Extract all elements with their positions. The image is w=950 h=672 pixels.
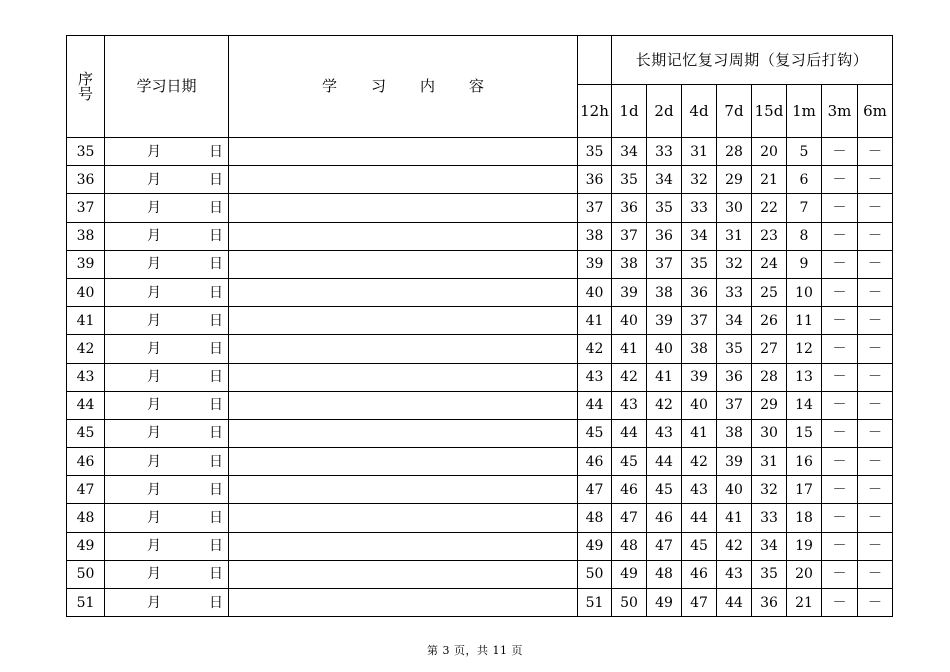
review-cell-7d[interactable]: 44 xyxy=(717,589,752,617)
review-cell-2d[interactable]: 41 xyxy=(647,363,682,391)
review-cell-1m[interactable]: 20 xyxy=(787,560,822,588)
unit-header-4d: 4d xyxy=(682,85,717,138)
day-label: 日 xyxy=(209,369,223,386)
review-cell-15d[interactable]: 33 xyxy=(752,504,787,532)
review-cell-1m[interactable]: 11 xyxy=(787,307,822,335)
review-cell-15d[interactable]: 28 xyxy=(752,363,787,391)
review-cell-1d[interactable]: 38 xyxy=(612,250,647,278)
review-cell-3m[interactable]: － xyxy=(822,504,858,532)
review-cell-3m[interactable]: － xyxy=(822,532,858,560)
day-label: 日 xyxy=(209,312,223,329)
date-header: 学习日期 xyxy=(105,36,229,138)
review-cell-6m[interactable]: － xyxy=(858,419,893,447)
content-header-label: 学习内容 xyxy=(321,77,518,95)
date-cell[interactable] xyxy=(105,589,229,617)
review-cell-1m[interactable]: 6 xyxy=(787,166,822,194)
content-cell[interactable] xyxy=(229,222,578,250)
seq-cell: 45 xyxy=(67,419,105,447)
month-label: 月 xyxy=(147,369,161,386)
review-cell-3m[interactable]: － xyxy=(822,278,858,306)
review-cell-1m[interactable]: 21 xyxy=(787,589,822,617)
review-cell-15d[interactable]: 21 xyxy=(752,166,787,194)
review-cell-12h[interactable]: 37 xyxy=(578,194,612,222)
review-cell-15d[interactable]: 23 xyxy=(752,222,787,250)
period-header: 长期记忆复习周期（复习后打钩） xyxy=(612,36,893,85)
review-cell-4d[interactable]: 38 xyxy=(682,335,717,363)
review-cell-6m[interactable]: － xyxy=(858,504,893,532)
date-cell[interactable] xyxy=(105,307,229,335)
content-cell[interactable] xyxy=(229,335,578,363)
unit-header-1m: 1m xyxy=(787,85,822,138)
review-cell-6m[interactable]: － xyxy=(858,166,893,194)
review-cell-1d[interactable]: 41 xyxy=(612,335,647,363)
seq-cell: 41 xyxy=(67,307,105,335)
month-label: 月 xyxy=(147,143,161,160)
review-cell-1d[interactable]: 39 xyxy=(612,278,647,306)
table-row xyxy=(67,589,893,617)
review-cell-12h[interactable]: 41 xyxy=(578,307,612,335)
day-label: 日 xyxy=(209,566,223,583)
seq-cell: 49 xyxy=(67,532,105,560)
review-cell-12h[interactable]: 50 xyxy=(578,560,612,588)
content-cell[interactable] xyxy=(229,476,578,504)
review-cell-1d[interactable]: 37 xyxy=(612,222,647,250)
review-cell-15d[interactable]: 34 xyxy=(752,532,787,560)
review-cell-4d[interactable]: 36 xyxy=(682,278,717,306)
review-cell-1d[interactable]: 34 xyxy=(612,138,647,166)
review-cell-12h[interactable]: 42 xyxy=(578,335,612,363)
seq-cell: 40 xyxy=(67,278,105,306)
review-cell-1d[interactable]: 46 xyxy=(612,476,647,504)
review-cell-7d[interactable]: 39 xyxy=(717,448,752,476)
review-cell-3m[interactable]: － xyxy=(822,250,858,278)
review-cell-4d[interactable]: 43 xyxy=(682,476,717,504)
review-cell-4d[interactable]: 37 xyxy=(682,307,717,335)
review-cell-4d[interactable]: 42 xyxy=(682,448,717,476)
review-cell-1d[interactable]: 49 xyxy=(612,560,647,588)
review-cell-3m[interactable]: － xyxy=(822,363,858,391)
review-cell-6m[interactable]: － xyxy=(858,307,893,335)
review-cell-15d[interactable]: 36 xyxy=(752,589,787,617)
review-cell-2d[interactable]: 46 xyxy=(647,504,682,532)
content-cell[interactable] xyxy=(229,532,578,560)
month-label: 月 xyxy=(147,538,161,555)
date-cell[interactable] xyxy=(105,504,229,532)
content-header xyxy=(229,36,578,138)
review-cell-4d[interactable]: 45 xyxy=(682,532,717,560)
review-cell-3m[interactable]: － xyxy=(822,222,858,250)
date-cell[interactable] xyxy=(105,222,229,250)
month-label: 月 xyxy=(147,284,161,301)
review-cell-15d[interactable]: 27 xyxy=(752,335,787,363)
review-cell-1d[interactable]: 44 xyxy=(612,419,647,447)
review-cell-4d[interactable]: 35 xyxy=(682,250,717,278)
review-cell-6m[interactable]: － xyxy=(858,448,893,476)
review-schedule-table xyxy=(66,35,893,617)
seq-cell: 35 xyxy=(67,138,105,166)
date-cell[interactable] xyxy=(105,391,229,419)
review-cell-2d[interactable]: 39 xyxy=(647,307,682,335)
review-cell-4d[interactable]: 31 xyxy=(682,138,717,166)
review-cell-15d[interactable]: 30 xyxy=(752,419,787,447)
day-label: 日 xyxy=(209,143,223,160)
date-cell[interactable] xyxy=(105,194,229,222)
review-cell-7d[interactable]: 29 xyxy=(717,166,752,194)
review-cell-12h[interactable]: 47 xyxy=(578,476,612,504)
period-spacer xyxy=(578,36,612,85)
month-label: 月 xyxy=(147,594,161,611)
seq-cell: 50 xyxy=(67,560,105,588)
seq-cell: 36 xyxy=(67,166,105,194)
review-cell-15d[interactable]: 22 xyxy=(752,194,787,222)
day-label: 日 xyxy=(209,171,223,188)
content-cell[interactable] xyxy=(229,194,578,222)
review-cell-2d[interactable]: 45 xyxy=(647,476,682,504)
table-row xyxy=(67,138,893,166)
review-cell-3m[interactable]: － xyxy=(822,307,858,335)
table-row xyxy=(67,448,893,476)
review-cell-1d[interactable]: 45 xyxy=(612,448,647,476)
day-label: 日 xyxy=(209,340,223,357)
review-cell-7d[interactable]: 37 xyxy=(717,391,752,419)
content-cell[interactable] xyxy=(229,419,578,447)
review-cell-12h[interactable]: 44 xyxy=(578,391,612,419)
month-label: 月 xyxy=(147,340,161,357)
seq-cell: 46 xyxy=(67,448,105,476)
review-cell-12h[interactable]: 46 xyxy=(578,448,612,476)
review-cell-7d[interactable]: 28 xyxy=(717,138,752,166)
review-cell-1m[interactable]: 10 xyxy=(787,278,822,306)
content-cell[interactable] xyxy=(229,307,578,335)
content-cell[interactable] xyxy=(229,448,578,476)
month-label: 月 xyxy=(147,510,161,527)
review-cell-1d[interactable]: 40 xyxy=(612,307,647,335)
review-cell-3m[interactable]: － xyxy=(822,166,858,194)
table-row xyxy=(67,194,893,222)
month-label: 月 xyxy=(147,425,161,442)
review-cell-6m[interactable]: － xyxy=(858,250,893,278)
review-cell-4d[interactable]: 39 xyxy=(682,363,717,391)
seq-cell: 39 xyxy=(67,250,105,278)
review-cell-12h[interactable]: 35 xyxy=(578,138,612,166)
day-label: 日 xyxy=(209,425,223,442)
review-cell-2d[interactable]: 47 xyxy=(647,532,682,560)
table-row xyxy=(67,532,893,560)
review-cell-1m[interactable]: 9 xyxy=(787,250,822,278)
seq-cell: 51 xyxy=(67,589,105,617)
day-label: 日 xyxy=(209,256,223,273)
review-cell-12h[interactable]: 38 xyxy=(578,222,612,250)
review-cell-2d[interactable]: 34 xyxy=(647,166,682,194)
content-cell[interactable] xyxy=(229,560,578,588)
review-cell-1m[interactable]: 19 xyxy=(787,532,822,560)
review-cell-3m[interactable]: － xyxy=(822,476,858,504)
content-cell[interactable] xyxy=(229,250,578,278)
review-cell-7d[interactable]: 36 xyxy=(717,363,752,391)
table-row xyxy=(67,504,893,532)
review-cell-6m[interactable]: － xyxy=(858,532,893,560)
review-cell-12h[interactable]: 45 xyxy=(578,419,612,447)
seq-cell: 44 xyxy=(67,391,105,419)
review-cell-12h[interactable]: 49 xyxy=(578,532,612,560)
review-cell-7d[interactable]: 35 xyxy=(717,335,752,363)
date-cell[interactable] xyxy=(105,166,229,194)
day-label: 日 xyxy=(209,199,223,216)
review-cell-3m[interactable]: － xyxy=(822,589,858,617)
unit-header-15d: 15d xyxy=(752,85,787,138)
review-cell-3m[interactable]: － xyxy=(822,560,858,588)
review-cell-12h[interactable]: 39 xyxy=(578,250,612,278)
review-cell-1m[interactable]: 16 xyxy=(787,448,822,476)
month-label: 月 xyxy=(147,312,161,329)
month-label: 月 xyxy=(147,453,161,470)
table-row xyxy=(67,250,893,278)
seq-header-char: 序 xyxy=(77,69,93,88)
table-row xyxy=(67,166,893,194)
day-label: 日 xyxy=(209,284,223,301)
review-cell-1d[interactable]: 36 xyxy=(612,194,647,222)
date-cell[interactable] xyxy=(105,138,229,166)
unit-header-2d: 2d xyxy=(647,85,682,138)
review-cell-1m[interactable]: 15 xyxy=(787,419,822,447)
review-cell-7d[interactable]: 41 xyxy=(717,504,752,532)
content-cell[interactable] xyxy=(229,504,578,532)
review-cell-7d[interactable]: 40 xyxy=(717,476,752,504)
table-body xyxy=(67,138,893,617)
date-cell[interactable] xyxy=(105,278,229,306)
review-cell-3m[interactable]: － xyxy=(822,419,858,447)
content-cell[interactable] xyxy=(229,363,578,391)
review-cell-2d[interactable]: 33 xyxy=(647,138,682,166)
day-label: 日 xyxy=(209,397,223,414)
seq-cell: 38 xyxy=(67,222,105,250)
table-row xyxy=(67,419,893,447)
table-row xyxy=(67,335,893,363)
review-cell-1m[interactable]: 17 xyxy=(787,476,822,504)
table-row xyxy=(67,278,893,306)
review-cell-4d[interactable]: 47 xyxy=(682,589,717,617)
review-cell-12h[interactable]: 36 xyxy=(578,166,612,194)
review-cell-2d[interactable]: 35 xyxy=(647,194,682,222)
review-cell-3m[interactable]: － xyxy=(822,335,858,363)
month-label: 月 xyxy=(147,171,161,188)
review-cell-12h[interactable]: 51 xyxy=(578,589,612,617)
review-cell-7d[interactable]: 31 xyxy=(717,222,752,250)
review-cell-15d[interactable]: 26 xyxy=(752,307,787,335)
table-row xyxy=(67,307,893,335)
review-cell-7d[interactable]: 38 xyxy=(717,419,752,447)
month-label: 月 xyxy=(147,481,161,498)
day-label: 日 xyxy=(209,228,223,245)
review-cell-2d[interactable]: 42 xyxy=(647,391,682,419)
review-cell-4d[interactable]: 46 xyxy=(682,560,717,588)
day-label: 日 xyxy=(209,538,223,555)
review-cell-4d[interactable]: 44 xyxy=(682,504,717,532)
date-cell[interactable] xyxy=(105,335,229,363)
content-cell[interactable] xyxy=(229,166,578,194)
review-cell-15d[interactable]: 31 xyxy=(752,448,787,476)
review-cell-1m[interactable]: 8 xyxy=(787,222,822,250)
review-cell-7d[interactable]: 42 xyxy=(717,532,752,560)
review-cell-4d[interactable]: 41 xyxy=(682,419,717,447)
content-cell[interactable] xyxy=(229,138,578,166)
review-cell-6m[interactable]: － xyxy=(858,476,893,504)
review-cell-15d[interactable]: 20 xyxy=(752,138,787,166)
day-label: 日 xyxy=(209,510,223,527)
review-cell-1m[interactable]: 14 xyxy=(787,391,822,419)
seq-cell: 42 xyxy=(67,335,105,363)
table-row xyxy=(67,222,893,250)
review-cell-6m[interactable]: － xyxy=(858,560,893,588)
review-cell-6m[interactable]: － xyxy=(858,278,893,306)
review-cell-1d[interactable]: 43 xyxy=(612,391,647,419)
unit-header-3m: 3m xyxy=(822,85,858,138)
date-cell[interactable] xyxy=(105,448,229,476)
review-cell-3m[interactable]: － xyxy=(822,194,858,222)
review-cell-7d[interactable]: 32 xyxy=(717,250,752,278)
review-cell-2d[interactable]: 40 xyxy=(647,335,682,363)
review-cell-7d[interactable]: 34 xyxy=(717,307,752,335)
review-cell-3m[interactable]: － xyxy=(822,391,858,419)
page-footer: 第 3 页，共 11 页 xyxy=(427,644,523,657)
review-cell-2d[interactable]: 37 xyxy=(647,250,682,278)
review-cell-6m[interactable]: － xyxy=(858,363,893,391)
review-cell-4d[interactable]: 33 xyxy=(682,194,717,222)
review-cell-1d[interactable]: 42 xyxy=(612,363,647,391)
review-cell-6m[interactable]: － xyxy=(858,391,893,419)
review-cell-1m[interactable]: 13 xyxy=(787,363,822,391)
review-cell-1d[interactable]: 35 xyxy=(612,166,647,194)
review-cell-1d[interactable]: 48 xyxy=(612,532,647,560)
review-cell-12h[interactable]: 40 xyxy=(578,278,612,306)
review-cell-3m[interactable]: － xyxy=(822,448,858,476)
review-cell-4d[interactable]: 32 xyxy=(682,166,717,194)
review-cell-15d[interactable]: 35 xyxy=(752,560,787,588)
review-cell-15d[interactable]: 24 xyxy=(752,250,787,278)
month-label: 月 xyxy=(147,199,161,216)
table-row xyxy=(67,391,893,419)
month-label: 月 xyxy=(147,397,161,414)
table-row xyxy=(67,560,893,588)
review-cell-1d[interactable]: 47 xyxy=(612,504,647,532)
date-cell[interactable] xyxy=(105,250,229,278)
review-cell-7d[interactable]: 30 xyxy=(717,194,752,222)
review-cell-7d[interactable]: 43 xyxy=(717,560,752,588)
day-label: 日 xyxy=(209,453,223,470)
review-cell-15d[interactable]: 29 xyxy=(752,391,787,419)
seq-header-char: 号 xyxy=(77,84,93,103)
review-cell-6m[interactable]: － xyxy=(858,335,893,363)
review-cell-2d[interactable]: 48 xyxy=(647,560,682,588)
review-cell-3m[interactable]: － xyxy=(822,138,858,166)
date-cell[interactable] xyxy=(105,419,229,447)
review-cell-2d[interactable]: 38 xyxy=(647,278,682,306)
review-cell-12h[interactable]: 43 xyxy=(578,363,612,391)
review-cell-1m[interactable]: 7 xyxy=(787,194,822,222)
review-cell-1m[interactable]: 5 xyxy=(787,138,822,166)
review-cell-2d[interactable]: 49 xyxy=(647,589,682,617)
review-cell-4d[interactable]: 34 xyxy=(682,222,717,250)
date-cell[interactable] xyxy=(105,532,229,560)
content-cell[interactable] xyxy=(229,278,578,306)
review-cell-15d[interactable]: 25 xyxy=(752,278,787,306)
unit-header-6m: 6m xyxy=(858,85,893,138)
unit-header-1d: 1d xyxy=(612,85,647,138)
review-cell-7d[interactable]: 33 xyxy=(717,278,752,306)
month-label: 月 xyxy=(147,566,161,583)
seq-cell: 47 xyxy=(67,476,105,504)
seq-cell: 37 xyxy=(67,194,105,222)
seq-cell: 43 xyxy=(67,363,105,391)
content-cell[interactable] xyxy=(229,589,578,617)
review-cell-1d[interactable]: 50 xyxy=(612,589,647,617)
review-cell-4d[interactable]: 40 xyxy=(682,391,717,419)
table-row xyxy=(67,363,893,391)
date-cell[interactable] xyxy=(105,363,229,391)
content-cell[interactable] xyxy=(229,391,578,419)
month-label: 月 xyxy=(147,228,161,245)
review-cell-1m[interactable]: 12 xyxy=(787,335,822,363)
seq-header xyxy=(67,36,105,138)
review-cell-6m[interactable]: － xyxy=(858,222,893,250)
month-label: 月 xyxy=(147,256,161,273)
unit-header-7d: 7d xyxy=(717,85,752,138)
review-cell-6m[interactable]: － xyxy=(858,138,893,166)
review-cell-6m[interactable]: － xyxy=(858,589,893,617)
day-label: 日 xyxy=(209,594,223,611)
date-cell[interactable] xyxy=(105,560,229,588)
unit-header-12h: 12h xyxy=(578,85,612,138)
table-header xyxy=(67,36,893,138)
review-cell-15d[interactable]: 32 xyxy=(752,476,787,504)
review-cell-2d[interactable]: 44 xyxy=(647,448,682,476)
review-cell-2d[interactable]: 43 xyxy=(647,419,682,447)
review-cell-2d[interactable]: 36 xyxy=(647,222,682,250)
date-cell[interactable] xyxy=(105,476,229,504)
seq-cell: 48 xyxy=(67,504,105,532)
review-cell-12h[interactable]: 48 xyxy=(578,504,612,532)
review-cell-1m[interactable]: 18 xyxy=(787,504,822,532)
day-label: 日 xyxy=(209,481,223,498)
review-cell-6m[interactable]: － xyxy=(858,194,893,222)
table-row xyxy=(67,476,893,504)
